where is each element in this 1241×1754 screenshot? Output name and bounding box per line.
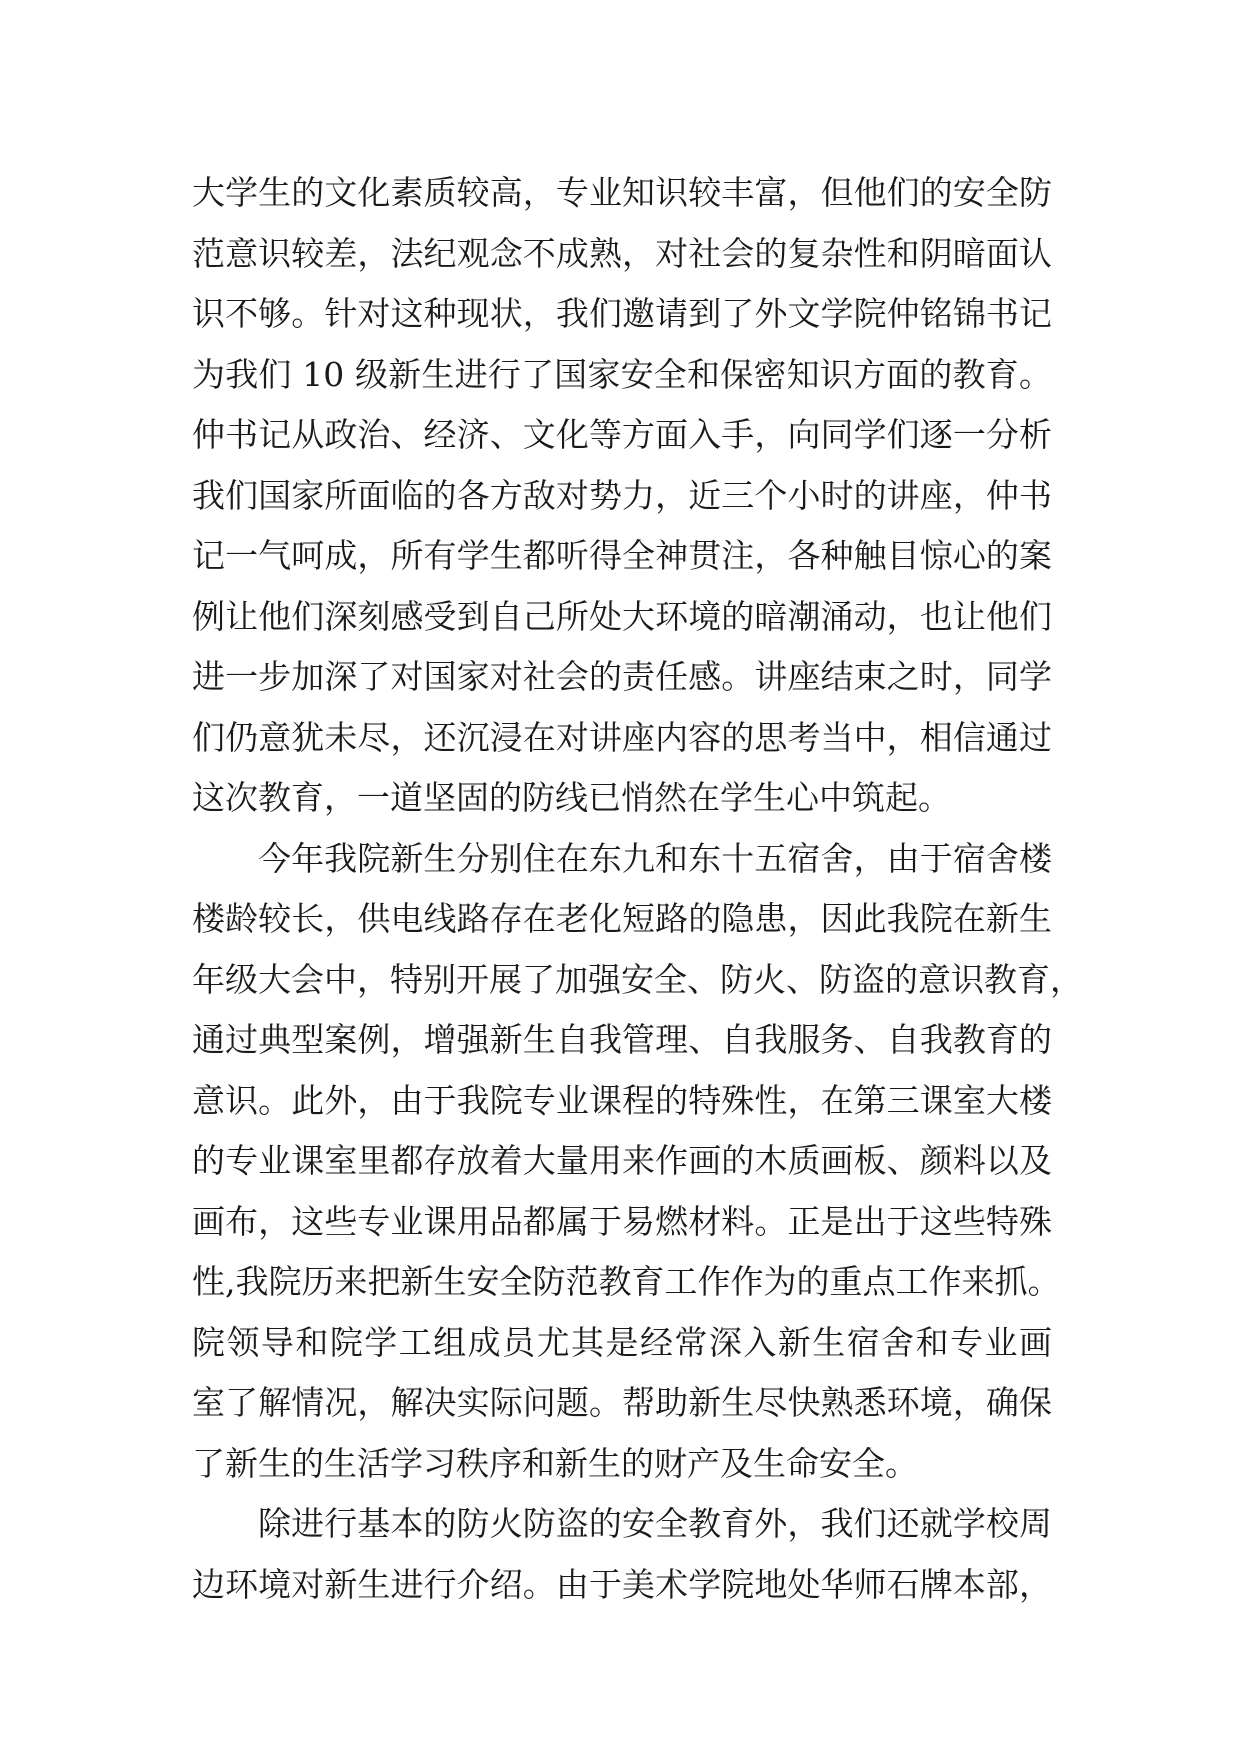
text-line: 今年我院新生分别住在东九和东十五宿舍，由于宿舍楼 <box>258 838 1052 878</box>
text-line: 例让他们深刻感受到自己所处大环境的暗潮涌动，也让他们 <box>192 596 1052 636</box>
text-line: 的专业课室里都存放着大量用来作画的木质画板、颜料以及 <box>192 1141 1052 1180</box>
text-line: 性,我院历来把新生安全防范教育工作作为的重点工作来抓。 <box>192 1262 1061 1301</box>
text-line: 院领导和院学工组成员尤其是经常深入新生宿舍和专业画 <box>192 1322 1052 1362</box>
text-line: 们仍意犹未尽，还沉浸在对讲座内容的思考当中，相信通过 <box>192 717 1052 757</box>
text-line: 楼龄较长，供电线路存在老化短路的隐患，因此我院在新生 <box>192 899 1052 938</box>
paragraph <box>192 163 1052 829</box>
text-line: 仲书记从政治、经济、文化等方面入手，向同学们逐一分析 <box>192 415 1052 454</box>
text-line: 边环境对新生进行介绍。由于美术学院地处华师石牌本部， <box>192 1564 1052 1604</box>
text-line: 年级大会中，特别开展了加强安全、防火、防盗的意识教育， <box>192 959 1083 999</box>
paragraph <box>192 829 1083 1495</box>
paragraph <box>192 1494 1052 1615</box>
text-line: 除进行基本的防火防盗的安全教育外，我们还就学校周 <box>258 1504 1052 1543</box>
text-line: 范意识较差，法纪观念不成熟，对社会的复杂性和阴暗面认 <box>192 233 1052 273</box>
text-line: 为我们 10 级新生进行了国家安全和保密知识方面的教育。 <box>192 354 1052 394</box>
text-line: 了新生的生活学习秩序和新生的财产及生命安全。 <box>192 1443 918 1483</box>
text-line: 通过典型案例，增强新生自我管理、自我服务、自我教育的 <box>192 1020 1052 1059</box>
text-line: 室了解情况，解决实际问题。帮助新生尽快熟悉环境，确保 <box>192 1383 1052 1422</box>
text-line: 大学生的文化素质较高，专业知识较丰富，但他们的安全防 <box>192 173 1052 212</box>
text-line: 意识。此外，由于我院专业课程的特殊性，在第三课室大楼 <box>192 1080 1052 1120</box>
text-line: 进一步加深了对国家对社会的责任感。讲座结束之时，同学 <box>192 657 1052 696</box>
text-line: 我们国家所面临的各方敌对势力，近三个小时的讲座，仲书 <box>192 475 1052 515</box>
text-line: 识不够。针对这种现状，我们邀请到了外文学院仲铭锦书记 <box>192 294 1052 333</box>
text-line: 这次教育，一道坚固的防线已悄然在学生心中筑起。 <box>192 778 951 817</box>
text-line: 画布，这些专业课用品都属于易燃材料。正是出于这些特殊 <box>192 1201 1052 1241</box>
document-body <box>192 163 1083 1615</box>
text-line: 记一气呵成，所有学生都听得全神贯注，各种触目惊心的案 <box>192 536 1052 575</box>
